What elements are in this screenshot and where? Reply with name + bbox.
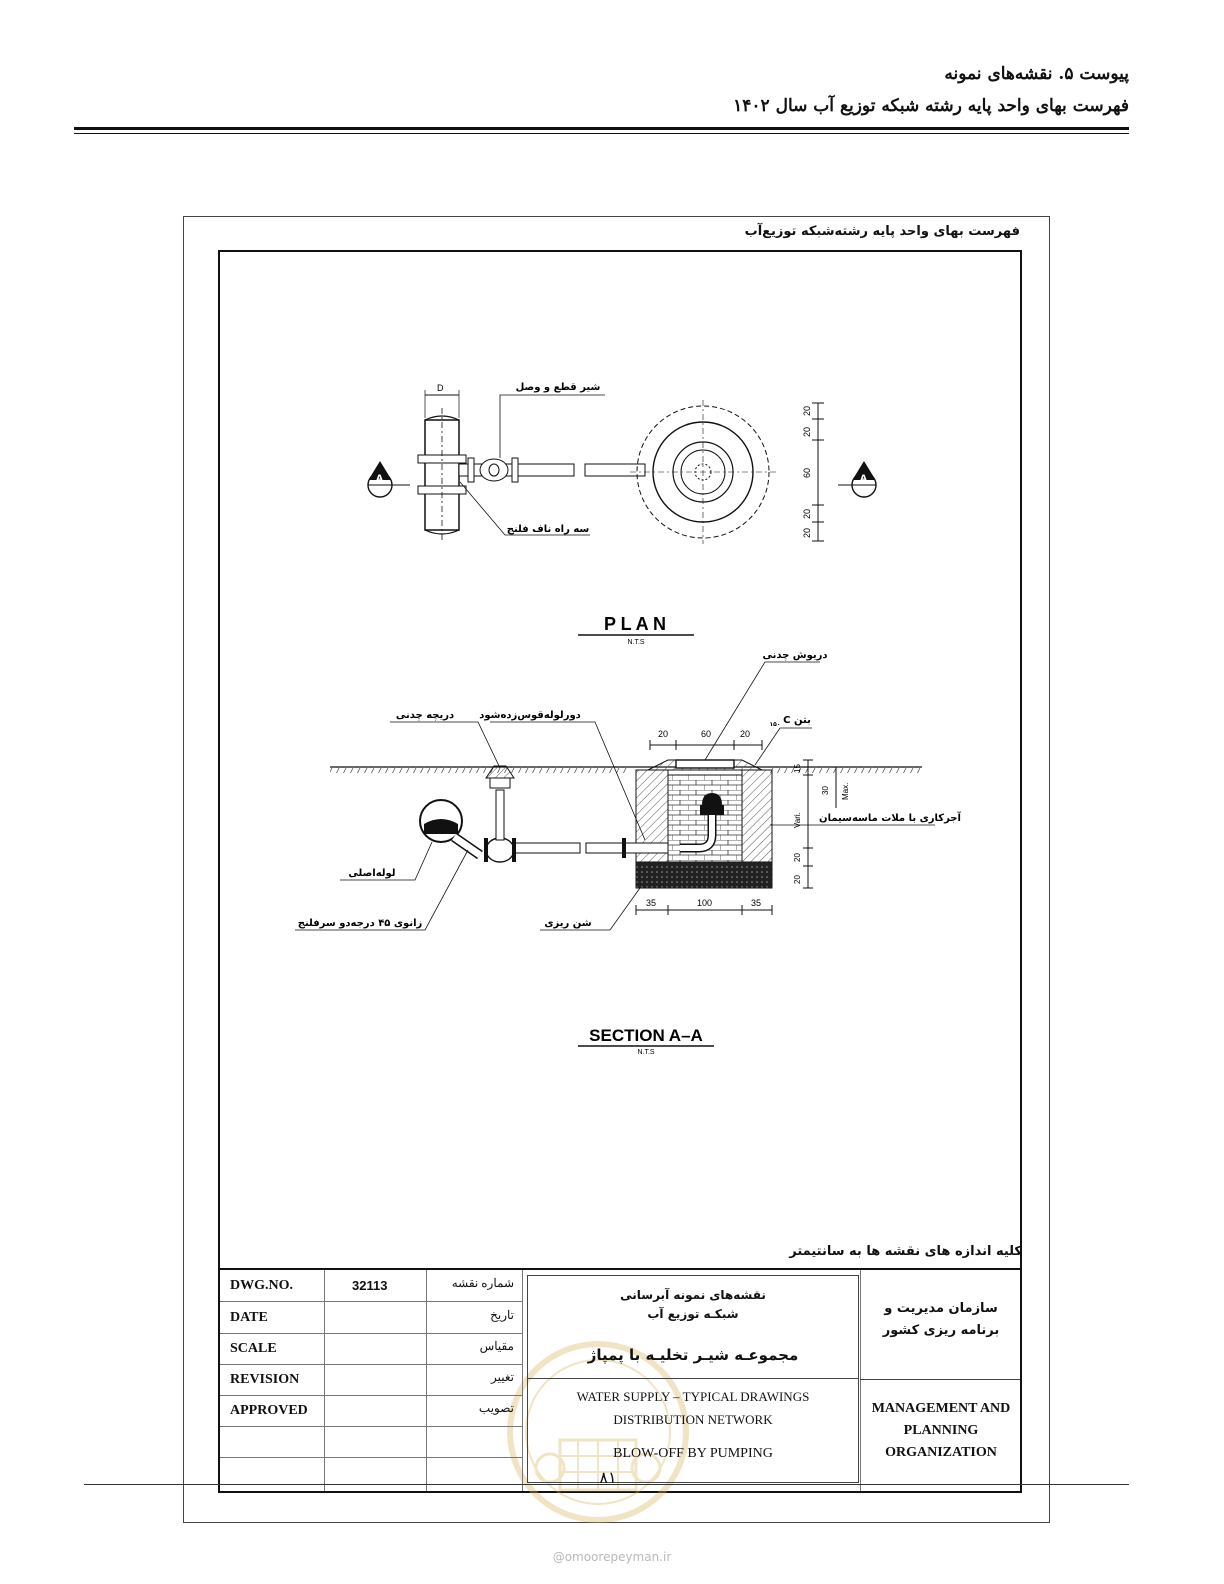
svg-text:A: A [860,474,867,484]
tb-row-empty-1 [220,1426,522,1458]
tb-key: REVISION [230,1372,300,1387]
watermark-site: @omoorepeyman.ir [552,1550,672,1564]
chamber-wall-right [742,770,772,862]
plan-title: P L A N [603,614,667,634]
tb-row-dwgno [220,1270,522,1302]
tb-fa: شماره نقشه [451,1276,514,1290]
tb-row-approved [220,1395,522,1427]
plan-dim-4: 20 [802,508,812,519]
dimensions-note: کلیه اندازه های نقشه ها به سانتیمتر [789,1244,1022,1259]
svg-text:A: A [376,474,383,484]
section-marker-right [838,462,876,497]
tb-fa: تغییر [491,1370,514,1384]
section-marker-left [368,462,410,497]
sec-dim-max: Max. [841,782,850,800]
fa-title-1: نقشه‌های نمونه آبرسانی [620,1288,766,1302]
sec-dim-side-4: 20 [793,875,802,884]
sec-label-concrete: بتن C [783,715,811,726]
org-name-en: MANAGEMENT AND PLANNING ORGANIZATION [871,1401,1011,1460]
tb-key: APPROVED [230,1403,308,1418]
tb-fa: تصویب [478,1401,514,1415]
section-valve [486,838,514,862]
sec-dim-side-3: 20 [793,853,802,862]
fa-title-3: مجموعـه شیـر تخلیـه با پمپاژ [587,1346,799,1364]
sec-dim-top-2: 60 [701,729,712,739]
plan-scale: N.T.S [627,639,645,646]
sec-label-concrete-sub: ۱۵۰ [769,721,781,728]
en-title-2: DISTRIBUTION NETWORK [613,1412,773,1427]
sec-dim-top-1: 20 [658,729,669,739]
section-title: SECTION A–A [589,1026,703,1045]
drawing-title-box [527,1275,859,1483]
plan-dim-3: 60 [802,467,812,478]
sec-dim-side-2: 30 [821,786,830,795]
sec-label-mainpipe: لوله‌اصلی [348,868,396,879]
section-scale: N.T.S [637,1049,655,1056]
sec-label-castbox: دریچه چدنی [395,710,455,721]
sec-dim-vari: Vari. [793,812,802,828]
sec-dim-bot-1: 35 [646,898,657,908]
sec-label-cover: دریوش چدنی [762,650,828,661]
sec-dim-bot-3: 35 [751,898,762,908]
plan-dim-1: 20 [802,405,812,416]
plan-view [368,382,876,646]
tb-row-scale [220,1333,522,1365]
sec-dim-side-1: 15 [793,764,802,773]
section-view [295,650,962,1056]
tb-key: DATE [230,1310,268,1325]
header-line-1: پیوست ۵. نقشه‌های نمونه [944,64,1129,84]
plan-label-tee: سه راه ناف فلنج [506,524,590,535]
tb-row-date [220,1302,522,1334]
sec-label-gravel: شن ریزی [544,918,592,929]
chamber-cover [676,760,734,768]
header-line-2: فهرست بهای واحد پایه رشته شبکه توزیع آب سال ۱۴۰۲ [733,96,1129,116]
sec-label-brick: آجرکاری با ملات ماسه‌سیمان [819,813,961,824]
plan-label-valve: شیر قطع و وصل [515,382,601,393]
plan-dim-d: D [437,383,444,393]
sheet-title: فهرست بهای واحد پایه رشته‌شبکه توزیع‌آب [744,224,1020,239]
tb-value: 32113 [352,1278,388,1293]
section-branch-pipe [586,843,668,853]
sec-dim-bot-2: 100 [697,898,713,908]
sec-label-wrap: دورلوله‌قوس‌زده‌شود [479,710,581,721]
plan-dim-2: 20 [802,426,812,437]
en-title-1: WATER SUPPLY – TYPICAL DRAWINGS [576,1389,810,1404]
tb-fa: مقیاس [479,1339,514,1353]
tb-fa: تاریخ [490,1308,514,1322]
tb-row-revision [220,1364,522,1396]
tb-key: DWG.NO. [230,1278,293,1293]
page-number: ۸۱ [599,1468,617,1487]
sec-label-elbow: زانوی ۴۵ درجه‌دو سرفلنج [297,918,423,929]
gravel-bed [636,862,772,888]
plan-dim-5: 20 [802,527,812,538]
section-cast-box [490,778,510,788]
org-name-fa: سازمان مدیریت و برنامه ریزی کشور [882,1301,1000,1338]
fa-title-2: شبکـه توزیع آب [647,1307,739,1321]
title-block [220,1268,1020,1491]
sec-dim-top-3: 20 [740,729,751,739]
en-title-3: BLOW-OFF BY PUMPING [613,1446,773,1461]
tb-key: SCALE [230,1341,277,1356]
